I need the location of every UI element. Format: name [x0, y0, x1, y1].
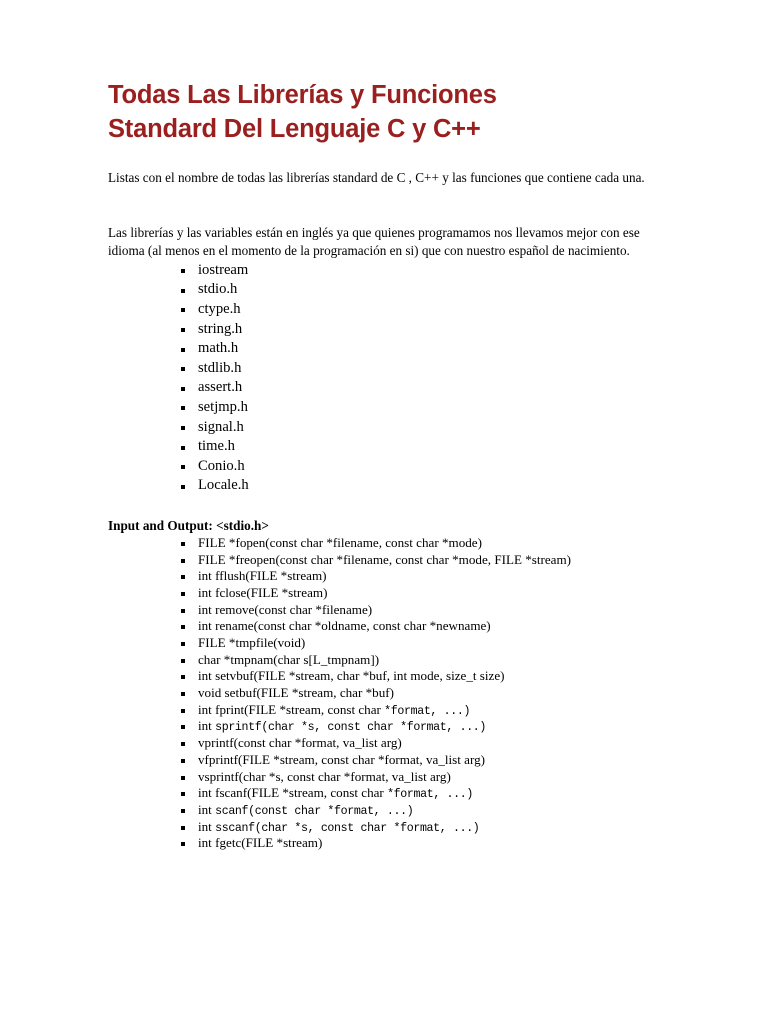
- list-item: [108, 320, 660, 340]
- list-item: [108, 418, 660, 438]
- list-item: [108, 359, 660, 379]
- list-item: [108, 835, 660, 852]
- function-signature: int fclose(FILE *stream): [198, 584, 328, 600]
- function-signature-mono: sscanf(char *s, const char *format, ...): [215, 821, 480, 835]
- function-signature: int setvbuf(FILE *stream, char *buf, int mode, size_t size): [198, 668, 505, 684]
- page-title-line-2: Standard Del Lenguaje C y C++: [108, 115, 481, 143]
- intro-paragraph-1: Listas con el nombre de todas las librerías standard de C , C++ y las funciones que contiene cada una.: [108, 170, 645, 185]
- list-item: [108, 476, 660, 496]
- function-signature: int fprint(FILE *stream, const char: [198, 701, 385, 717]
- library-name: assert.h: [198, 379, 243, 396]
- library-name: stdlib.h: [198, 359, 242, 376]
- function-signature: int remove(const char *filename): [198, 601, 373, 617]
- list-item: [108, 702, 660, 719]
- function-signature-mono: scanf(const char *format, ...): [215, 804, 414, 818]
- list-item: [108, 735, 660, 752]
- list-item: [108, 785, 660, 802]
- list-item: [108, 769, 660, 786]
- list-item: [108, 685, 660, 702]
- function-signature: int rename(const char *oldname, const char *newname): [198, 618, 491, 634]
- list-item: [108, 398, 660, 418]
- function-signature: int: [198, 718, 216, 734]
- function-signature: int fscanf(FILE *stream, const char: [198, 785, 388, 801]
- library-name: iostream: [198, 261, 249, 278]
- function-signature: vprintf(const char *format, va_list arg): [198, 735, 402, 751]
- library-name: time.h: [198, 438, 235, 455]
- list-item: [108, 300, 660, 320]
- function-signature: FILE *fopen(const char *filename, const char *mode): [198, 534, 482, 550]
- list-item: [108, 718, 660, 735]
- function-list: [108, 535, 660, 852]
- list-item: [108, 535, 660, 552]
- list-item: [108, 602, 660, 619]
- function-signature: FILE *tmpfile(void): [198, 635, 306, 651]
- function-signature: int: [198, 801, 216, 817]
- list-item: [108, 652, 660, 669]
- list-item: [108, 568, 660, 585]
- list-item: [108, 261, 660, 281]
- library-name: signal.h: [198, 418, 244, 435]
- list-item: [108, 618, 660, 635]
- library-name: math.h: [198, 340, 239, 357]
- function-signature: int fflush(FILE *stream): [198, 568, 327, 584]
- function-signature: vsprintf(char *s, const char *format, va_list arg): [198, 768, 451, 784]
- function-signature: char *tmpnam(char s[L_tmpnam]): [198, 651, 380, 667]
- function-signature: FILE *freopen(const char *filename, const char *mode, FILE *stream): [198, 551, 572, 567]
- list-item: [108, 437, 660, 457]
- page-title: [108, 78, 588, 146]
- function-signature: int fgetc(FILE *stream): [198, 835, 323, 851]
- list-item: [108, 635, 660, 652]
- library-name: ctype.h: [198, 300, 241, 317]
- library-name: Conio.h: [198, 457, 245, 474]
- function-signature-mono: sprintf(char *s, const char *format, ...): [215, 721, 487, 735]
- library-name: string.h: [198, 320, 243, 337]
- function-signature-mono: *format, ...): [387, 788, 473, 802]
- library-name: setjmp.h: [198, 398, 248, 415]
- list-item: [108, 457, 660, 477]
- list-item: [108, 378, 660, 398]
- function-signature-mono: *format, ...): [384, 704, 471, 718]
- library-name: Locale.h: [198, 477, 249, 494]
- page-title-line-1: Todas Las Librerías y Funciones: [108, 81, 497, 109]
- function-signature: int: [198, 818, 216, 834]
- list-item: [108, 585, 660, 602]
- list-item: [108, 339, 660, 359]
- library-list: [108, 261, 660, 496]
- intro-paragraph-2: Las librerías y las variables están en inglés ya que quienes programamos nos llevamos mejor con ese idioma (al menos en el momento de la programación en si) que con nuestro español de nacimiento.: [108, 224, 640, 259]
- list-item: [108, 280, 660, 300]
- list-item: [108, 752, 660, 769]
- section-heading-input-output: Input and Output: <stdio.h>: [108, 517, 269, 533]
- list-item: [108, 668, 660, 685]
- document-content: [108, 78, 660, 852]
- function-signature: void setbuf(FILE *stream, char *buf): [198, 685, 394, 701]
- list-item: [108, 802, 660, 819]
- function-signature: vfprintf(FILE *stream, const char *format, va_list arg): [198, 751, 486, 767]
- library-name: stdio.h: [198, 281, 238, 298]
- list-item: [108, 819, 660, 836]
- list-item: [108, 552, 660, 569]
